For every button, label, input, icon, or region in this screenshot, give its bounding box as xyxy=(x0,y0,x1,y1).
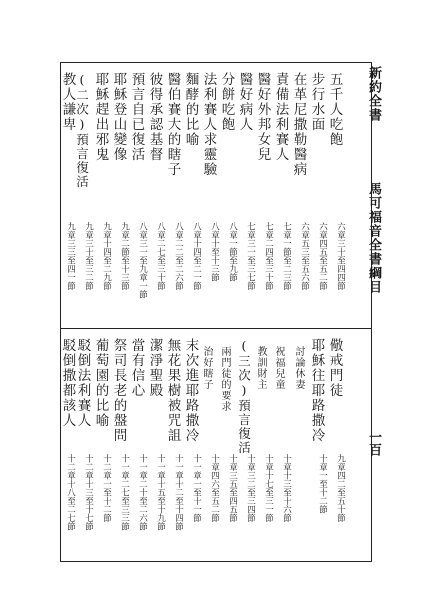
entry-ref: 十章三二至三四節 xyxy=(245,454,256,522)
entry-ref: 八章十四至二一節 xyxy=(191,222,202,290)
entry-title: 五千人吃飽 xyxy=(326,72,343,147)
entry-title: 無花果樹被咒詛 xyxy=(164,338,181,443)
entry-ref: 十章三五至四五節 xyxy=(227,454,238,522)
entry-title: (二次)預言復活 xyxy=(74,72,90,189)
entry-title: 醫好病人 xyxy=(236,72,253,132)
entry-ref: 十章四六至五二節 xyxy=(209,454,220,522)
entry-ref: 十一章二七至三三節 xyxy=(119,454,130,531)
entry-ref: 九章十四至二九節 xyxy=(101,222,112,290)
entry-ref: 八章一節至九節 xyxy=(227,222,238,282)
entry-title: 教人謙卑 xyxy=(59,72,76,132)
entry-ref: 十章一至十二節 xyxy=(317,454,328,514)
entry-ref: 十二章一至十二節 xyxy=(101,454,112,522)
entry-ref: 八章三一至九章一節 xyxy=(137,222,148,299)
entry-title: 責備法利賽人 xyxy=(272,72,289,162)
entry-title: 葡萄園的比喻 xyxy=(92,338,109,428)
entry-ref: 九章三十至三二節 xyxy=(83,222,94,290)
entry-title: 彼得承認基督 xyxy=(146,72,163,162)
entry-ref: 十一章十五至十九節 xyxy=(155,454,166,531)
entry-title: 祝福兒童 xyxy=(273,346,284,390)
entry-ref: 八章二二至二六節 xyxy=(173,222,184,290)
entry-title: 祭司長老的盤問 xyxy=(110,338,127,443)
entry-ref: 六章三十至四四節 xyxy=(335,222,346,290)
header-book-name: 新約全書 xyxy=(366,66,381,122)
entry-ref: 七章二四至三十節 xyxy=(263,222,274,290)
entry-ref: 九章四二至五十節 xyxy=(335,454,346,522)
entry-subtitle: 討論休妻 xyxy=(293,346,304,390)
entry-title: 醫好外邦女兒 xyxy=(254,72,271,162)
entry-title: 潔淨聖殿 xyxy=(146,338,163,398)
entry-ref: 十一章十二至十四節 xyxy=(173,454,184,531)
header-outline-title: 馬可福音全書綱目 xyxy=(366,182,381,294)
entry-title: 治好瞎子 xyxy=(201,346,212,390)
entry-title: (三次)預言復活 xyxy=(236,338,252,455)
entry-ref: 九章三三至四一節 xyxy=(65,222,76,290)
entry-title: 醫伯賽大的瞎子 xyxy=(164,72,181,177)
entry-title: 教訓財主 xyxy=(255,346,266,390)
entry-title: 兩門徒的要求 xyxy=(219,346,230,412)
entry-title: 麵酵的比喻 xyxy=(182,72,199,147)
entry-title: 法利賽人求靈驗 xyxy=(200,72,217,177)
entry-ref: 六章五三至五六節 xyxy=(299,222,310,290)
entry-ref: 八章二七至三十節 xyxy=(155,222,166,290)
entry-ref: 七章三一至三七節 xyxy=(245,222,256,290)
entry-title: 儆戒門徒 xyxy=(326,338,343,398)
entry-ref: 十二章十八至二七節 xyxy=(65,454,76,531)
entry-title: 末次進耶路撒冷 xyxy=(182,338,199,443)
entry-ref: 十一章一至十一節 xyxy=(191,454,202,522)
entry-title: 在革尼撒勒醫病 xyxy=(290,72,307,177)
entry-ref: 十二章十三至十七節 xyxy=(83,454,94,531)
entry-ref: 七章一節至二三節 xyxy=(281,222,292,290)
entry-ref: 九章二節至十三節 xyxy=(119,222,130,290)
entry-title: 當有信心 xyxy=(128,338,145,398)
entry-title: 耶穌趕出邪鬼 xyxy=(92,72,109,162)
entry-title: 駁倒法利賽人 xyxy=(74,338,91,428)
entry-ref: 六章四五至五二節 xyxy=(317,222,328,290)
section-divider xyxy=(60,328,372,329)
entry-ref: 十章十三至十六節 xyxy=(281,454,292,522)
entry-title: 駁倒撒都該人 xyxy=(59,338,76,428)
entry-ref: 十一章二十至二六節 xyxy=(137,454,148,531)
entry-ref: 八章十至十三節 xyxy=(209,222,220,282)
entry-title: 分餅吃飽 xyxy=(218,72,235,132)
entry-title: 步行水面 xyxy=(308,72,325,132)
entry-title: 耶穌往耶路撒冷 xyxy=(308,338,325,443)
entry-title: 耶穌登山變像 xyxy=(110,72,127,162)
entry-title: 預言自已復活 xyxy=(128,72,145,162)
page-number: 一百 xyxy=(366,430,381,456)
entry-ref: 十章十七至三一節 xyxy=(263,454,274,522)
